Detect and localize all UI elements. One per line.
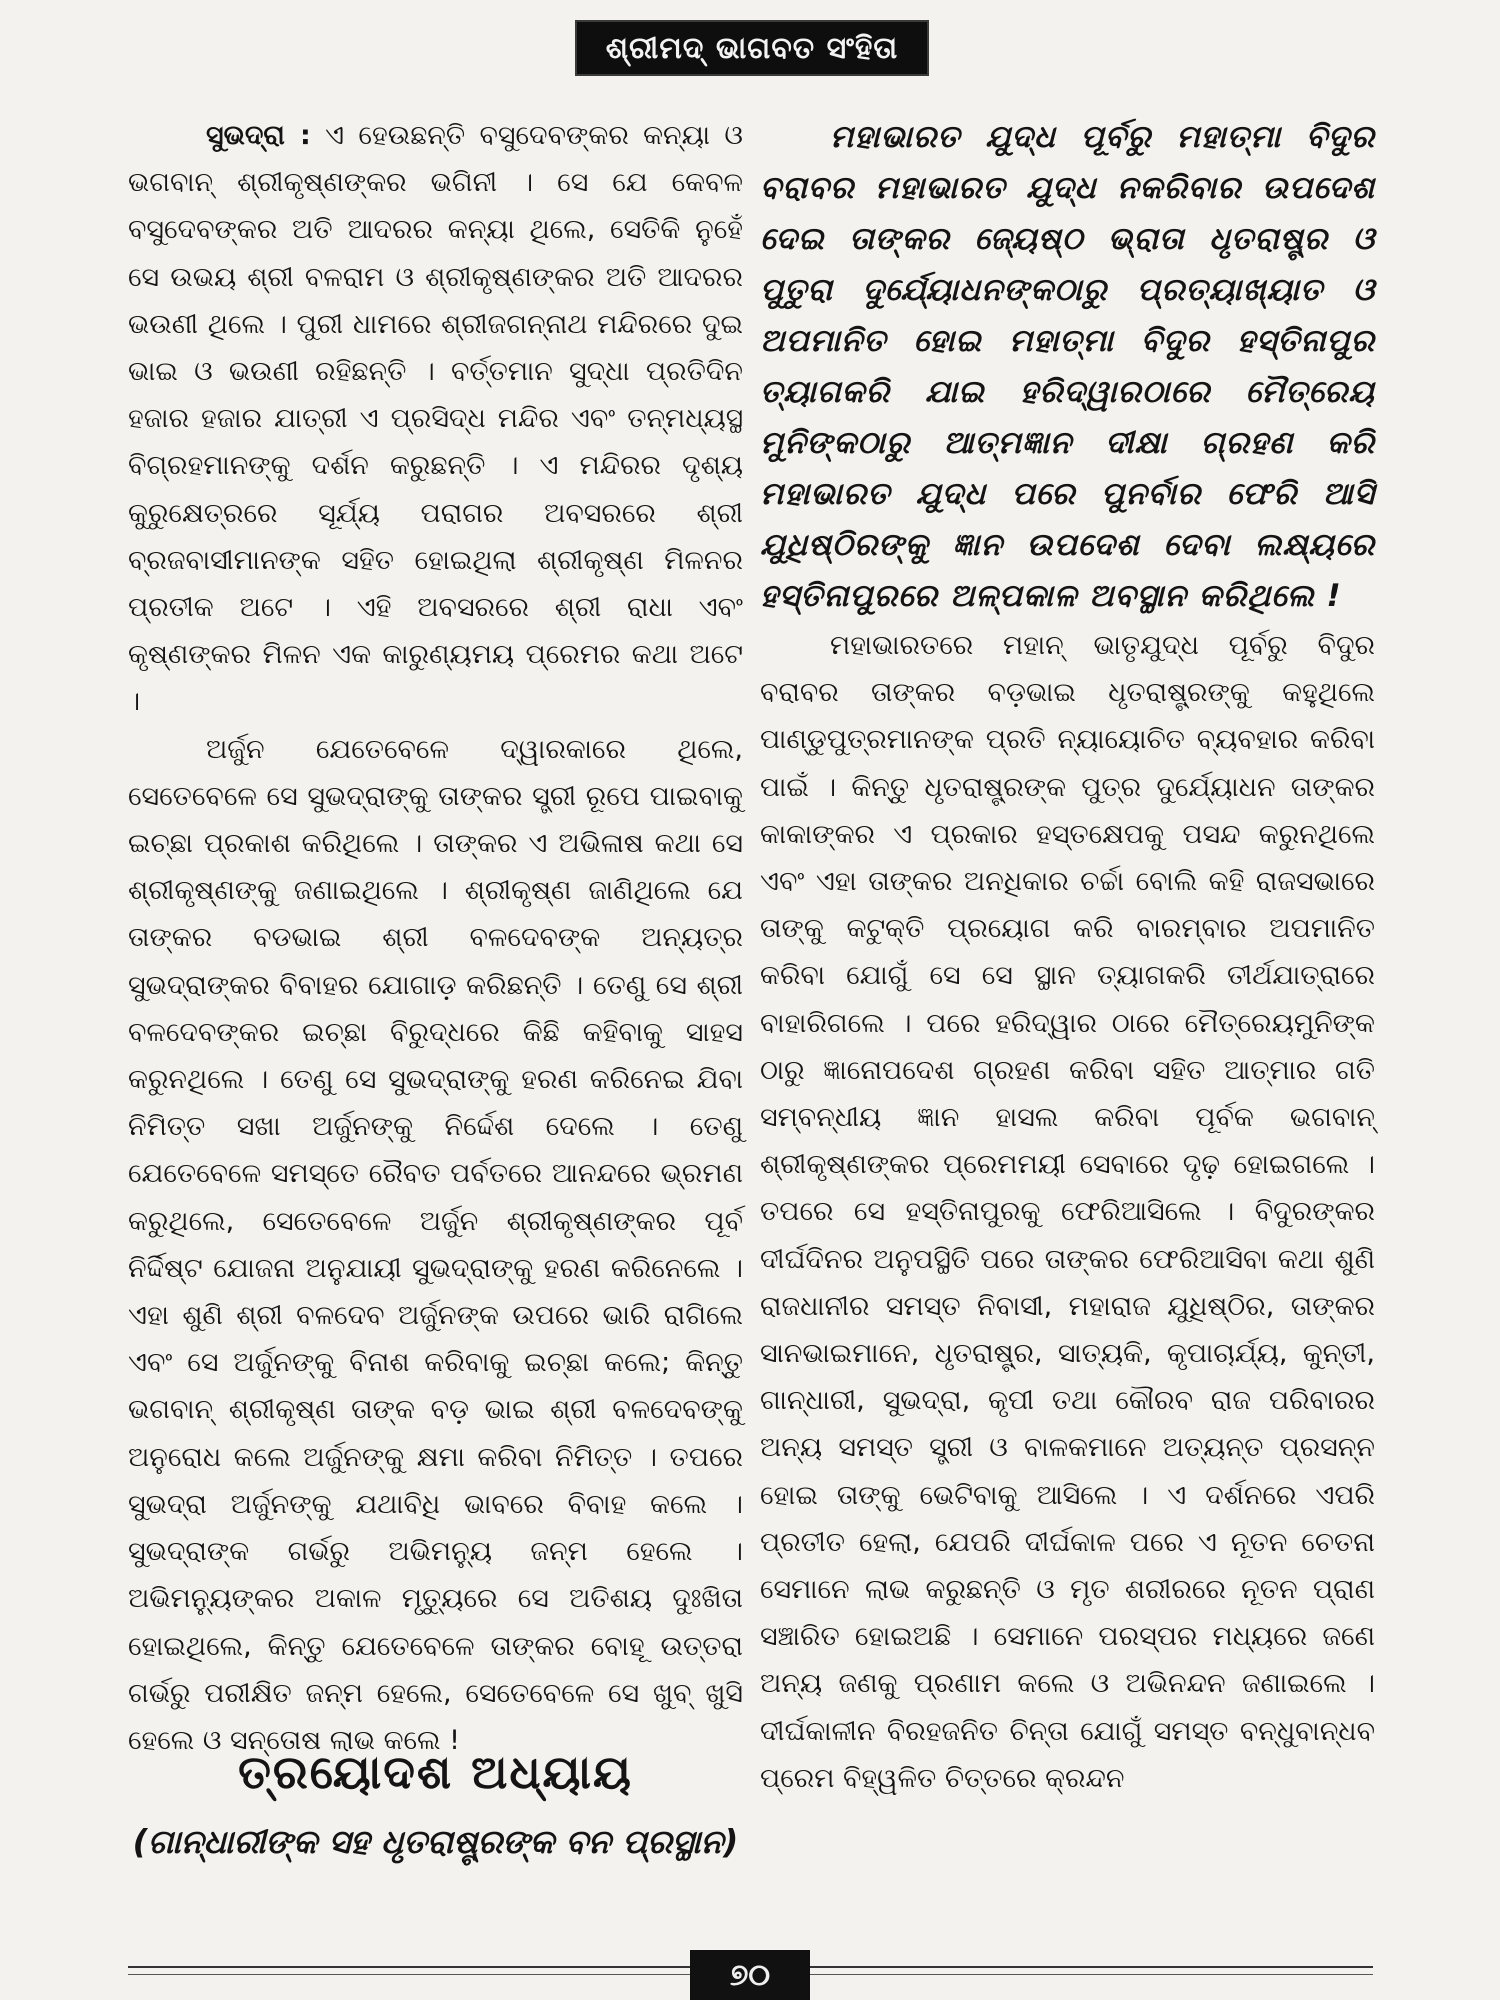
chapter-subtitle: (ଗାନ୍ଧାରୀଙ୍କ ସହ ଧୃତରାଷ୍ଟ୍ରଙ୍କ ବନ ପ୍ରସ୍ଥାନ) — [132, 1822, 739, 1861]
paragraph-subhadra — [128, 112, 743, 726]
paragraph-vidura: ମହାଭାରତରେ ମହାନ୍ ଭାତୃଯୁଦ୍ଧ ପୂର୍ବରୁ ବିଦୁର ବରାବର ତାଙ୍କର ବଡ଼ଭାଇ ଧୃତରାଷ୍ଟ୍ରଙ୍କୁ କହୁଥିଲେ ପାଣ୍ଡୁପୁତ୍ରମାନଙ୍କ ପ୍ରତି ନ୍ୟାୟୋଚିତ ବ୍ୟବହାର କରିବା ପାଇଁ । କିନ୍ତୁ ଧୃତରାଷ୍ଟ୍ରଙ୍କ ପୁତ୍ର ଦୁର୍ଯ୍ୟୋଧନ ତାଙ୍କର କାକାଙ୍କର ଏ ପ୍ରକାର ହସ୍ତକ୍ଷେପକୁ ପସନ୍ଦ କରୁନଥିଲେ ଏବଂ ଏହା ତାଙ୍କର ଅନଧିକାର ଚର୍ଚ୍ଚା ବୋଲି କହି ରାଜସଭାରେ ତାଙ୍କୁ କଟୁକ୍ତି ପ୍ରୟୋଗ କରି ବାରମ୍ବାର ଅପମାନିତ କରିବା ଯୋଗୁଁ ସେ ସେ ସ୍ଥାନ ତ୍ୟାଗକରି ତୀର୍ଥଯାତ୍ରାରେ ବାହାରିଗଲେ । ପରେ ହରିଦ୍ୱାର ଠାରେ ମୈତ୍ରେୟମୁନିଙ୍କ ଠାରୁ ଜ୍ଞାନୋପଦେଶ ଗ୍ରହଣ କରିବା ସହିତ ଆତ୍ମାର ଗତି ସମ୍ବନ୍ଧୀୟ ଜ୍ଞାନ ହାସଲ କରିବା ପୂର୍ବକ ଭଗବାନ୍ ଶ୍ରୀକୃଷ୍ଣଙ୍କର ପ୍ରେମମୟୀ ସେବାରେ ଦୃଢ଼ ହୋଇଗଲେ । ତପରେ ସେ ହସ୍ତିନାପୁରକୁ ଫେରିଆସିଲେ । ବିଦୁରଙ୍କର ଦୀର୍ଘଦିନର ଅନୁପସ୍ଥିତି ପରେ ତାଙ୍କର ଫେରିଆସିବା କଥା ଶୁଣି ରାଜଧାନୀର ସମସ୍ତ ନିବାସୀ, ମହାରାଜ ଯୁଧିଷ୍ଠିର, ତାଙ୍କର ସାନଭାଇମାନେ, ଧୃତରାଷ୍ଟ୍ର, ସାତ୍ୟକି, କୃପାଚାର୍ଯ୍ୟ, କୁନ୍ତୀ, ଗାନ୍ଧାରୀ, ସୁଭଦ୍ରା, କୃପୀ ତଥା କୌରବ ରାଜ ପରିବାରର ଅନ୍ୟ ସମସ୍ତ ସ୍ତ୍ରୀ ଓ ବାଳକମାନେ ଅତ୍ୟନ୍ତ ପ୍ରସନ୍ନ ହୋଇ ତାଙ୍କୁ ଭେଟିବାକୁ ଆସିଲେ । ଏ ଦର୍ଶନରେ ଏପରି ପ୍ରତୀତ ହେଲା, ଯେପରି ଦୀର୍ଘକାଳ ପରେ ଏ ନୂତନ ଚେତନା ସେମାନେ ଲାଭ କରୁଛନ୍ତି ଓ ମୃତ ଶରୀରରେ ନୂତନ ପ୍ରାଣ ସଞ୍ଚାରିତ ହୋଇଅଛି । ସେମାନେ ପରସ୍ପର ମଧ୍ୟରେ ଜଣେ ଅନ୍ୟ ଜଣକୁ ପ୍ରଣାମ କଲେ ଓ ଅଭିନନ୍ଦନ ଜଣାଇଲେ । ଦୀର୍ଘକାଳୀନ ବିରହଜନିତ ଚିନ୍ତା ଯୋଗୁଁ ସମସ୍ତ ବନ୍ଧୁବାନ୍ଧବ ପ୍ରେମ ବିହ୍ୱଳିତ ଚିତ୍ତରେ କ୍ରନ୍ଦନ — [760, 630, 1375, 1794]
paragraph-arjuna: ଅର୍ଜୁନ ଯେତେବେଳେ ଦ୍ୱାରକାରେ ଥିଲେ, ସେତେବେଳେ ସେ ସୁଭଦ୍ରାଙ୍କୁ ତାଙ୍କର ସ୍ତ୍ରୀ ରୂପେ ପାଇବାକୁ ଇଚ୍ଛା ପ୍ରକାଶ କରିଥିଲେ । ତାଙ୍କର ଏ ଅଭିଳାଷ କଥା ସେ ଶ୍ରୀକୃଷ୍ଣଙ୍କୁ ଜଣାଇଥିଲେ । ଶ୍ରୀକୃଷ୍ଣ ଜାଣିଥିଲେ ଯେ ତାଙ୍କର ବଡଭାଇ ଶ୍ରୀ ବଳଦେବଙ୍କ ଅନ୍ୟତ୍ର ସୁଭଦ୍ରାଙ୍କର ବିବାହର ଯୋଗାଡ଼ କରିଛନ୍ତି । ତେଣୁ ସେ ଶ୍ରୀ ବଳଦେବଙ୍କର ଇଚ୍ଛା ବିରୁଦ୍ଧରେ କିଛି କହିବାକୁ ସାହସ କରୁନଥିଲେ । ତେଣୁ ସେ ସୁଭଦ୍ରାଙ୍କୁ ହରଣ କରିନେଇ ଯିବା ନିମିତ୍ତ ସଖା ଅର୍ଜୁନଙ୍କୁ ନିର୍ଦ୍ଦେଶ ଦେଲେ । ତେଣୁ ଯେତେବେଳେ ସମସ୍ତେ ରୈବତ ପର୍ବତରେ ଆନନ୍ଦରେ ଭ୍ରମଣ କରୁଥିଲେ, ସେତେବେଳେ ଅର୍ଜୁନ ଶ୍ରୀକୃଷ୍ଣଙ୍କର ପୂର୍ବ ନିର୍ଦ୍ଦିଷ୍ଟ ଯୋଜନା ଅନୁଯାୟୀ ସୁଭଦ୍ରାଙ୍କୁ ହରଣ କରିନେଲେ । ଏହା ଶୁଣି ଶ୍ରୀ ବଳଦେବ ଅର୍ଜୁନଙ୍କ ଉପରେ ଭାରି ରାଗିଲେ ଏବଂ ସେ ଅର୍ଜୁନଙ୍କୁ ବିନାଶ କରିବାକୁ ଇଚ୍ଛା କଲେ; କିନ୍ତୁ ଭଗବାନ୍ ଶ୍ରୀକୃଷ୍ଣ ତାଙ୍କ ବଡ଼ ଭାଇ ଶ୍ରୀ ବଳଦେବଙ୍କୁ ଅନୁରୋଧ କଲେ ଅର୍ଜୁନଙ୍କୁ କ୍ଷମା କରିବା ନିମିତ୍ତ । ତପରେ ସୁଭଦ୍ରା ଅର୍ଜୁନଙ୍କୁ ଯଥାବିଧି ଭାବରେ ବିବାହ କଲେ । ସୁଭଦ୍ରାଙ୍କ ଗର୍ଭରୁ ଅଭିମନ୍ୟୁ ଜନ୍ମ ହେଲେ । ଅଭିମନ୍ୟୁଙ୍କର ଅକାଳ ମୃତ୍ୟୁରେ ସେ ଅତିଶୟ ଦୁଃଖିତା ହୋଇଥିଲେ, କିନ୍ତୁ ଯେତେବେଳେ ତାଙ୍କର ବୋହୂ ଉତ୍ତରା ଗର୍ଭରୁ ପରୀକ୍ଷିତ ଜନ୍ମ ହେଲେ, ସେତେବେଳେ ସେ ଖୁବ୍ ଖୁସି ହେଲେ ଓ ସନ୍ତୋଷ ଲାଭ କଲେ ! — [128, 733, 743, 1756]
left-column — [128, 112, 743, 1764]
chapter-intro-summary: ମହାଭାରତ ଯୁଦ୍ଧ ପୂର୍ବରୁ ମହାତ୍ମା ବିଦୁର ବରାବର ମହାଭାରତ ଯୁଦ୍ଧ ନକରିବାର ଉପଦେଶ ଦେଇ ତାଙ୍କର ଜ୍ୟେଷ୍ଠ ଭ୍ରାତା ଧୃତରାଷ୍ଟ୍ର ଓ ପୁତୁରା ଦୁର୍ଯ୍ୟୋଧନଙ୍କଠାରୁ ପ୍ରତ୍ୟାଖ୍ୟାତ ଓ ଅପମାନିତ ହୋଇ ମହାତ୍ମା ବିଦୁର ହସ୍ତିନାପୁର ତ୍ୟାଗକରି ଯାଇ ହରିଦ୍ୱାରଠାରେ ମୈତ୍ରେୟ ମୁନିଙ୍କଠାରୁ ଆତ୍ମଜ୍ଞାନ ଦୀକ୍ଷା ଗ୍ରହଣ କରି ମହାଭାରତ ଯୁଦ୍ଧ ପରେ ପୁନର୍ବାର ଫେରି ଆସି ଯୁଧିଷ୍ଠିରଙ୍କୁ ଜ୍ଞାନ ଉପଦେଶ ଦେବା ଲକ୍ଷ୍ୟରେ ହସ୍ତିନାପୁରରେ ଅଳ୍ପକାଳ ଅବସ୍ଥାନ କରିଥିଲେ ! — [760, 119, 1375, 614]
right-column — [760, 112, 1375, 1802]
page-header-title: ଶ୍ରୀମଦ୍ ଭାଗବତ ସଂହିତା — [575, 20, 929, 76]
page-number: ୭୦ — [690, 1950, 810, 2000]
chapter-title: ତ୍ରୟୋଦଶ ଅଧ୍ୟାୟ — [238, 1745, 633, 1799]
lead-term: ସୁଭଦ୍ରା : — [206, 120, 311, 151]
paragraph-text: ଏ ହେଉଛନ୍ତି ବସୁଦେବଙ୍କର କନ୍ୟା ଓ ଭଗବାନ୍ ଶ୍ରୀକୃଷ୍ଣଙ୍କର ଭଗିନୀ । ସେ ଯେ କେବଳ ବସୁଦେବଙ୍କର ଅତି ଆଦରର କନ୍ୟା ଥିଲେ, ସେତିକି ନୁହେଁ ସେ ଉଭୟ ଶ୍ରୀ ବଳରାମ ଓ ଶ୍ରୀକୃଷ୍ଣଙ୍କର ଅତି ଆଦରର ଭଉଣୀ ଥିଲେ । ପୁରୀ ଧାମରେ ଶ୍ରୀଜଗନ୍ନାଥ ମନ୍ଦିରରେ ଦୁଇ ଭାଇ ଓ ଭଉଣୀ ରହିଛନ୍ତି । ବର୍ତ୍ତମାନ ସୁଦ୍ଧା ପ୍ରତିଦିନ ହଜାର ହଜାର ଯାତ୍ରୀ ଏ ପ୍ରସିଦ୍ଧ ମନ୍ଦିର ଏବଂ ତନ୍ମଧ୍ୟସ୍ଥ ବିଗ୍ରହମାନଙ୍କୁ ଦର୍ଶନ କରୁଛନ୍ତି । ଏ ମନ୍ଦିରର ଦୃଶ୍ୟ କୁରୁକ୍ଷେତ୍ରରେ ସୂର୍ଯ୍ୟ ପରାଗର ଅବସରରେ ଶ୍ରୀ ବ୍ରଜବାସୀମାନଙ୍କ ସହିତ ହୋଇଥିଲା ଶ୍ରୀକୃଷ୍ଣ ମିଳନର ପ୍ରତୀକ ଅଟେ । ଏହି ଅବସରରେ ଶ୍ରୀ ରାଧା ଏବଂ କୃଷ୍ଣଙ୍କର ମିଳନ ଏକ କାରୁଣ୍ୟମୟ ପ୍ରେମର କଥା ଅଟେ । — [128, 120, 743, 718]
